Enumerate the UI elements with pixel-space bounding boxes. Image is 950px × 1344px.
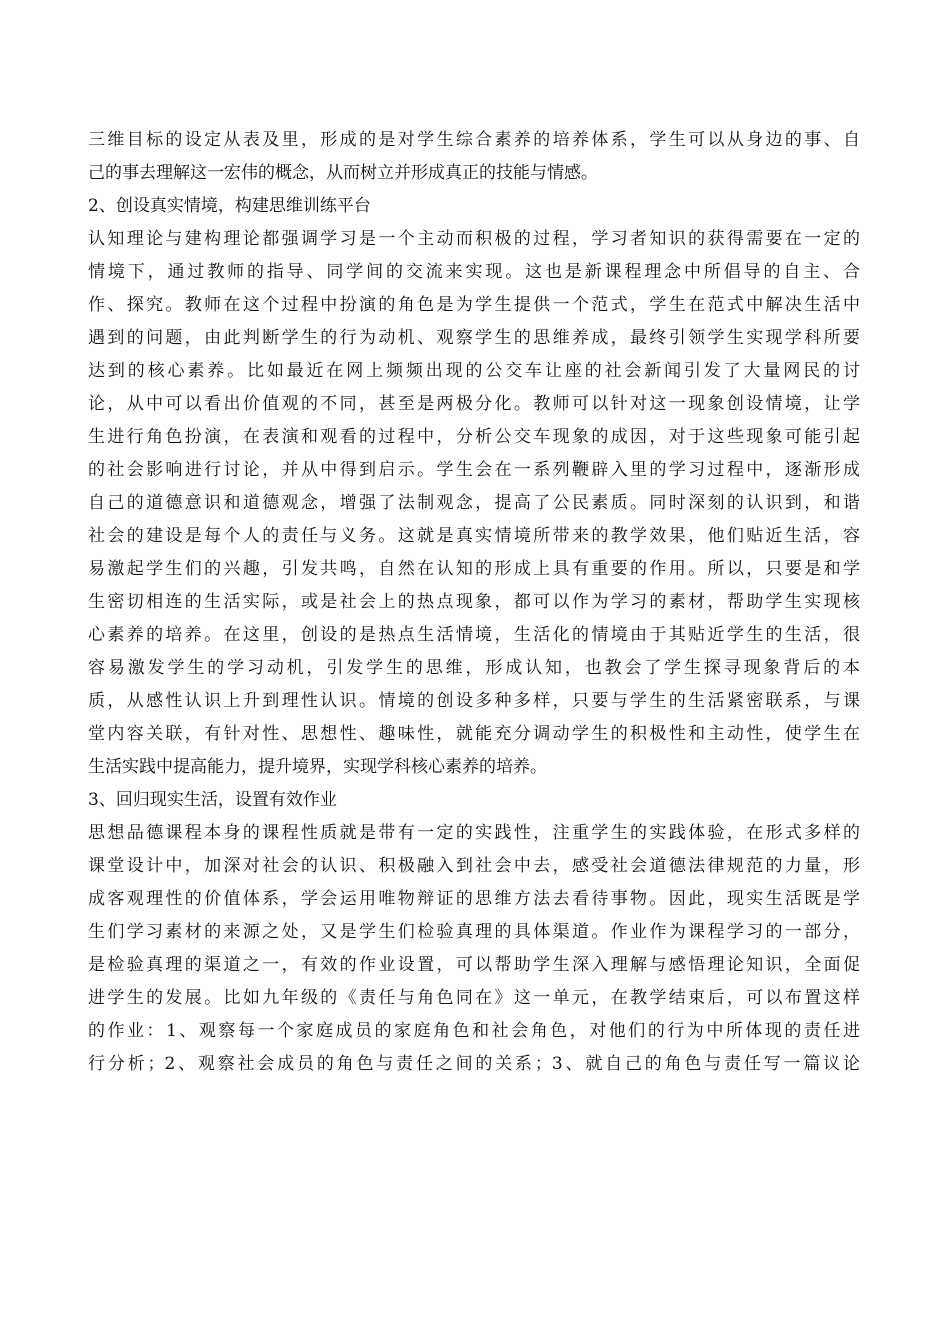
- text-line: 是检验真理的渠道之一，有效的作业设置，可以帮助学生深入理解与感悟理论知识，全面促: [88, 955, 860, 975]
- text-line: 的社会影响进行讨论，并从中得到启示。学生会在一系列鞭辟入里的学习过程中，逐渐形成: [88, 460, 860, 480]
- text-line: 课堂设计中，加深对社会的认识、积极融入到社会中去，感受社会道德法律规范的力量，形: [88, 856, 860, 876]
- text-line: 遇到的问题，由此判断学生的行为动机、观察学生的思维养成，最终引领学生实现学科所要: [88, 328, 860, 348]
- section-heading: 3、回归现实生活，设置有效作业: [88, 790, 337, 810]
- text-line: 生进行角色扮演，在表演和观看的过程中，分析公交车现象的成因，对于这些现象可能引起: [88, 427, 860, 447]
- text-line: 的作业：1、观察每一个家庭成员的家庭角色和社会角色，对他们的行为中所体现的责任进: [88, 1021, 860, 1041]
- section-heading: 2、创设真实情境，构建思维训练平台: [88, 196, 371, 216]
- text-line: 己的事去理解这一宏伟的概念，从而树立并形成真正的技能与情感。: [88, 163, 598, 183]
- text-line: 思想品德课程本身的课程性质就是带有一定的实践性，注重学生的实践体验，在形式多样的: [88, 823, 860, 843]
- text-line: 认知理论与建构理论都强调学习是一个主动而积极的过程，学习者知识的获得需要在一定的: [88, 229, 860, 249]
- document-body: [88, 124, 860, 1081]
- text-line: 自己的道德意识和道德观念，增强了法制观念，提高了公民素质。同时深刻的认识到，和谐: [88, 493, 860, 513]
- text-line: 行分析；2、观察社会成员的角色与责任之间的关系；3、就自己的角色与责任写一篇议论: [88, 1054, 860, 1074]
- text-line: 达到的核心素养。比如最近在网上频频出现的公交车让座的社会新闻引发了大量网民的讨: [88, 361, 860, 381]
- text-line: 论，从中可以看出价值观的不同，甚至是两极分化。教师可以针对这一现象创设情境，让学: [88, 394, 860, 414]
- text-line: 三维目标的设定从表及里，形成的是对学生综合素养的培养体系，学生可以从身边的事、自: [88, 130, 860, 150]
- text-line: 成客观理性的价值体系，学会运用唯物辩证的思维方法去看待事物。因此，现实生活既是学: [88, 889, 860, 909]
- text-line: 质，从感性认识上升到理性认识。情境的创设多种多样，只要与学生的生活紧密联系，与课: [88, 691, 860, 711]
- text-line: 生们学习素材的来源之处，又是学生们检验真理的具体渠道。作业作为课程学习的一部分，: [88, 922, 860, 942]
- text-line: 容易激发学生的学习动机，引发学生的思维，形成认知，也教会了学生探寻现象背后的本: [88, 658, 860, 678]
- text-line: 易激起学生们的兴趣，引发共鸣，自然在认知的形成上具有重要的作用。所以，只要是和学: [88, 559, 860, 579]
- text-line: 堂内容关联，有针对性、思想性、趣味性，就能充分调动学生的积极性和主动性，使学生在: [88, 724, 860, 744]
- text-line: 心素养的培养。在这里，创设的是热点生活情境，生活化的情境由于其贴近学生的生活，很: [88, 625, 860, 645]
- text-line: 进学生的发展。比如九年级的《责任与角色同在》这一单元，在教学结束后，可以布置这样: [88, 988, 860, 1008]
- text-line: 社会的建设是每个人的责任与义务。这就是真实情境所带来的教学效果，他们贴近生活，容: [88, 526, 860, 546]
- text-line: 情境下，通过教师的指导、同学间的交流来实现。这也是新课程理念中所倡导的自主、合: [88, 262, 860, 282]
- text-line: 作、探究。教师在这个过程中扮演的角色是为学生提供一个范式，学生在范式中解决生活中: [88, 295, 860, 315]
- text-line: 生活实践中提高能力，提升境界，实现学科核心素养的培养。: [88, 757, 547, 777]
- text-line: 生密切相连的生活实际，或是社会上的热点现象，都可以作为学习的素材，帮助学生实现核: [88, 592, 860, 612]
